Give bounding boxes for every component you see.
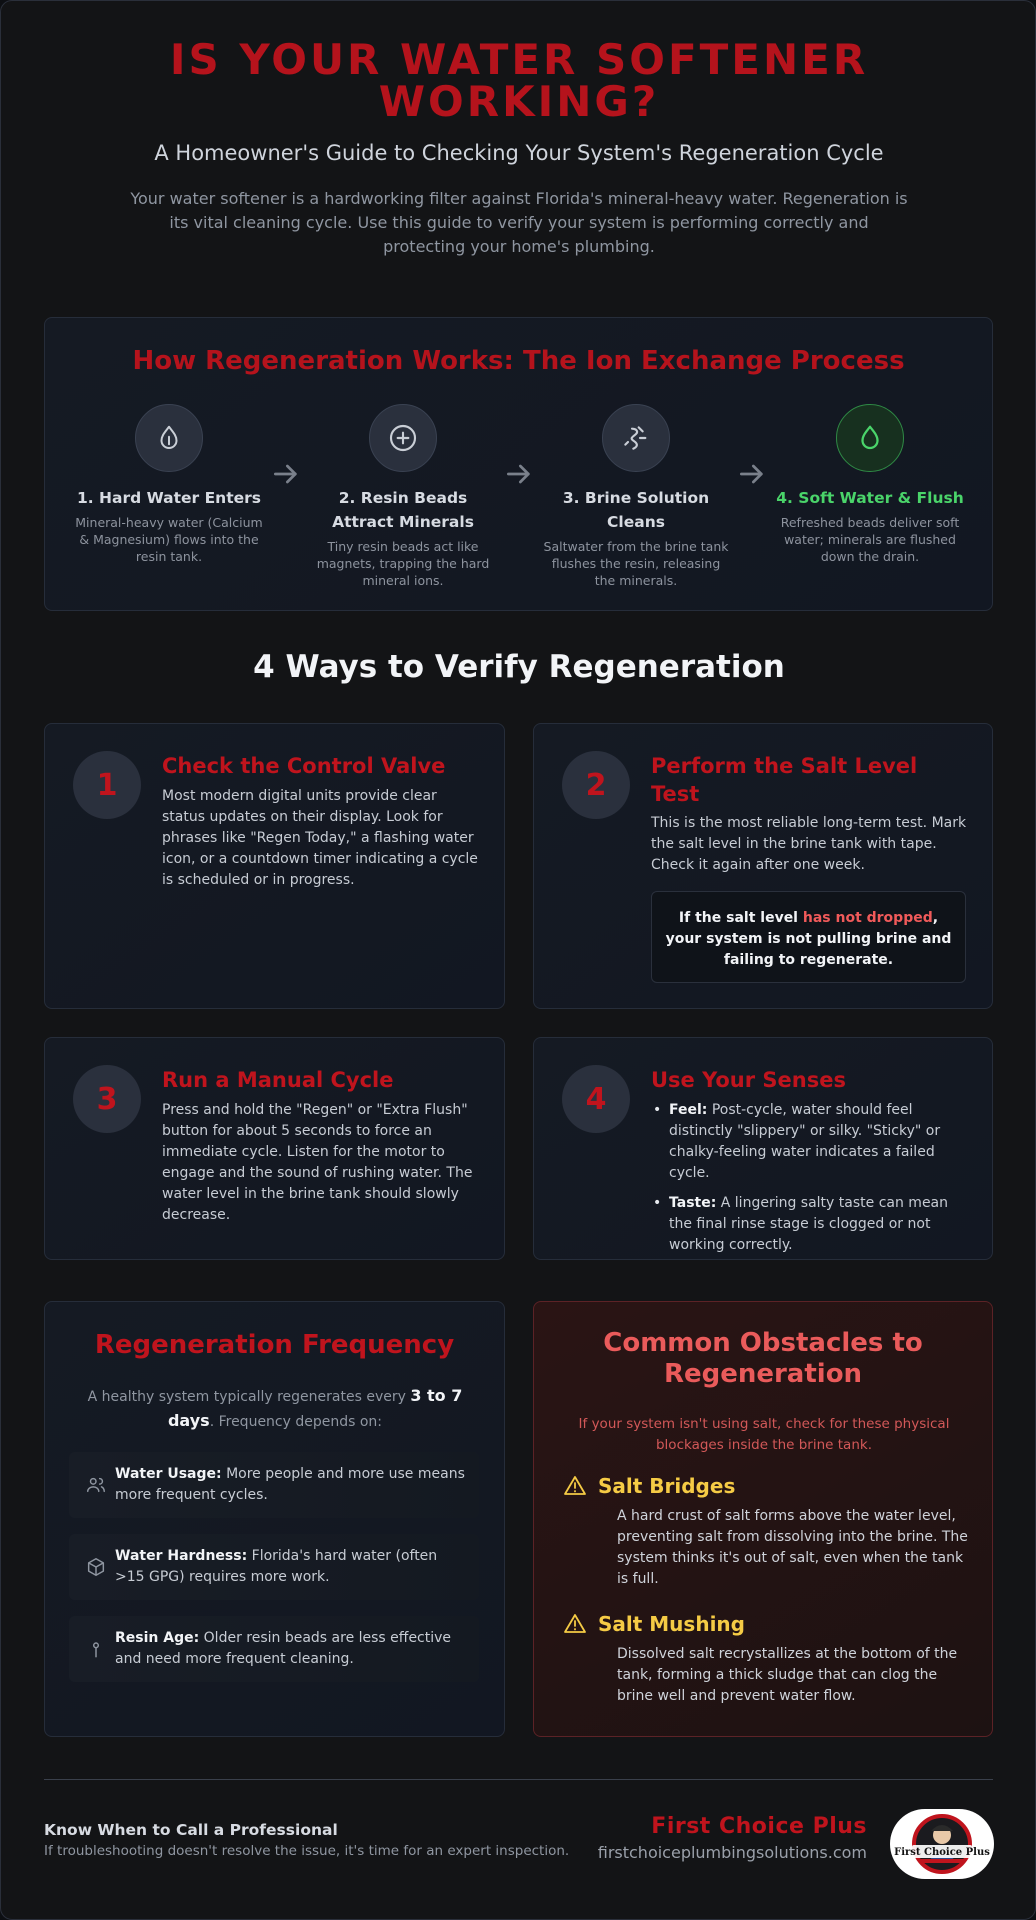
- intro-text: Your water softener is a hardworking filter against Florida's mineral-heavy water. Regeneration is its vital cleaning cycle. Use this guide to verify your system is performing correctly and protecting your home's plumbing.: [130, 189, 908, 256]
- soft-water-drop-icon: [836, 404, 904, 472]
- way-title: Check the Control Valve: [162, 754, 446, 778]
- obstacle-text: Dissolved salt recrystallizes at the bottom of the tank, forming a thick sludge that can clog the brine well and prevent water flow.: [617, 1646, 958, 1704]
- callout-highlight: has not dropped: [802, 910, 933, 926]
- frequency-text-part: . Frequency depends on:: [209, 1414, 383, 1430]
- step-number-badge: 2: [562, 751, 630, 819]
- factor-label: Water Usage:: [115, 1466, 222, 1482]
- obstacle-salt-mushing: [562, 1612, 972, 1707]
- way-text: Press and hold the "Regen" or "Extra Flush" button for about 5 seconds to force an immediate cycle. Listen for the motor to engage and the sound of rushing water. The water level in the brine tank should slowly decrease.: [162, 1102, 473, 1223]
- bullet-label: Taste:: [669, 1195, 717, 1211]
- warning-icon: [562, 1612, 588, 1636]
- way-card-4: [533, 1037, 993, 1260]
- factor-label: Water Hardness:: [115, 1548, 248, 1564]
- arrow-right-icon: [503, 458, 535, 490]
- bullet-text: A lingering salty taste can mean the final rinse stage is clogged or not working correctly.: [669, 1195, 949, 1253]
- step-title: 2. Resin Beads Attract Minerals: [332, 489, 474, 531]
- footer-brand: [598, 1814, 867, 1862]
- factor-text: [115, 1546, 465, 1588]
- obstacle-title: Salt Bridges: [598, 1474, 736, 1498]
- way-text: This is the most reliable long-term test. Mark the salt level in the brine tank with tape. Check it again after one week.: [651, 815, 967, 873]
- obstacles-panel: [533, 1301, 993, 1737]
- arrow-right-icon: [270, 458, 302, 490]
- obstacles-text: If your system isn't using salt, check for these physical blockages inside the brine tank.: [578, 1416, 950, 1453]
- process-step-1: [74, 404, 264, 565]
- warning-icon: [562, 1474, 588, 1498]
- pin-icon: [85, 1638, 107, 1660]
- brand-name: First Choice Plus: [651, 1814, 867, 1839]
- footer-divider: [44, 1779, 993, 1780]
- users-icon: [85, 1474, 107, 1496]
- frequency-text-part: A healthy system typically regenerates every: [87, 1389, 411, 1405]
- callout-text: , your system is not pulling brine and failing to regenerate.: [665, 910, 952, 968]
- senses-list: [651, 1100, 971, 1265]
- factor-water-usage: [69, 1452, 479, 1518]
- list-item: [651, 1193, 971, 1256]
- bullet-text: Post-cycle, water should feel distinctly "slippery" or silky. "Sticky" or chalky-feeling water indicates a failed cycle.: [669, 1102, 941, 1181]
- process-panel: [44, 317, 993, 611]
- footer-cta: [44, 1821, 569, 1859]
- brand-url[interactable]: firstchoiceplumbingsolutions.com: [597, 1843, 867, 1862]
- process-step-4: [775, 404, 965, 565]
- frequency-title: Regeneration Frequency: [94, 1330, 455, 1360]
- step-description: Saltwater from the brine tank flushes the resin, releasing the minerals.: [543, 539, 729, 588]
- plus-circle-icon: [369, 404, 437, 472]
- footer-title: Know When to Call a Professional: [44, 1821, 338, 1839]
- water-drop-icon: [135, 404, 203, 472]
- step-title: 1. Hard Water Enters: [76, 489, 262, 507]
- way-text: Most modern digital units provide clear status updates on their display. Look for phrases like "Regen Today," a flashing water icon, or a countdown timer indicating a cycle is scheduled or in progress.: [162, 788, 478, 888]
- arrow-right-icon: [736, 458, 768, 490]
- logo-text: First Choice Plus: [894, 1847, 990, 1858]
- process-step-3: [541, 404, 731, 589]
- frequency-text: [85, 1384, 465, 1434]
- page-subtitle: A Homeowner's Guide to Checking Your System's Regeneration Cycle: [154, 141, 884, 165]
- list-item: [651, 1100, 971, 1184]
- way-card-3: [44, 1037, 505, 1260]
- factor-description: Florida's hard water (often >15 GPG) requires more work.: [115, 1548, 438, 1585]
- factor-water-hardness: [69, 1534, 479, 1600]
- frequency-range: 3 to 7 days: [167, 1386, 463, 1430]
- process-step-2: [308, 404, 498, 589]
- way-title: Perform the Salt Level Test: [651, 754, 918, 806]
- step-number-badge: 3: [73, 1065, 141, 1133]
- way-title: Use Your Senses: [651, 1068, 846, 1092]
- frequency-panel: [44, 1301, 505, 1737]
- step-number-badge: 4: [562, 1065, 630, 1133]
- callout-text: If the salt level: [678, 910, 803, 926]
- obstacle-title: Salt Mushing: [598, 1612, 745, 1636]
- ways-section-title: 4 Ways to Verify Regeneration: [253, 649, 785, 685]
- obstacle-salt-bridges: [562, 1474, 972, 1590]
- process-title: How Regeneration Works: The Ion Exchange Process: [132, 346, 905, 376]
- way-title: Run a Manual Cycle: [162, 1068, 394, 1092]
- page-title: IS YOUR WATER SOFTENER WORKING?: [169, 35, 869, 126]
- obstacles-title: Common Obstacles to Regeneration: [603, 1328, 923, 1389]
- step-description: Tiny resin beads act like magnets, trapping the hard mineral ions.: [316, 539, 490, 588]
- way-card-2: [533, 723, 993, 1009]
- factor-resin-age: [69, 1616, 479, 1682]
- obstacle-text: A hard crust of salt forms above the water level, preventing salt from dissolving into the brine. The system thinks it's out of salt, even when the tank is full.: [617, 1508, 968, 1587]
- hero-section: [1, 35, 1036, 259]
- step-title: 3. Brine Solution Cleans: [562, 489, 710, 531]
- step-description: Refreshed beads deliver soft water; minerals are flushed down the drain.: [780, 515, 960, 564]
- step-number-badge: 1: [73, 751, 141, 819]
- way-card-1: [44, 723, 505, 1009]
- factor-text: [115, 1464, 465, 1506]
- cube-icon: [85, 1556, 107, 1578]
- step-description: Mineral-heavy water (Calcium & Magnesium) flows into the resin tank.: [75, 515, 263, 564]
- footer-subtitle: If troubleshooting doesn't resolve the issue, it's time for an expert inspection.: [44, 1843, 570, 1859]
- step-title: 4. Soft Water & Flush: [776, 489, 964, 507]
- salt-link-icon: [602, 404, 670, 472]
- company-logo: [890, 1809, 994, 1879]
- bullet-label: Feel:: [669, 1102, 708, 1118]
- factor-description: More people and more use means more frequent cycles.: [115, 1466, 465, 1503]
- salt-test-callout: [651, 891, 966, 983]
- factor-label: Resin Age:: [115, 1630, 200, 1646]
- factor-description: Older resin beads are less effective and need more frequent cleaning.: [115, 1630, 452, 1667]
- factor-text: [115, 1628, 465, 1670]
